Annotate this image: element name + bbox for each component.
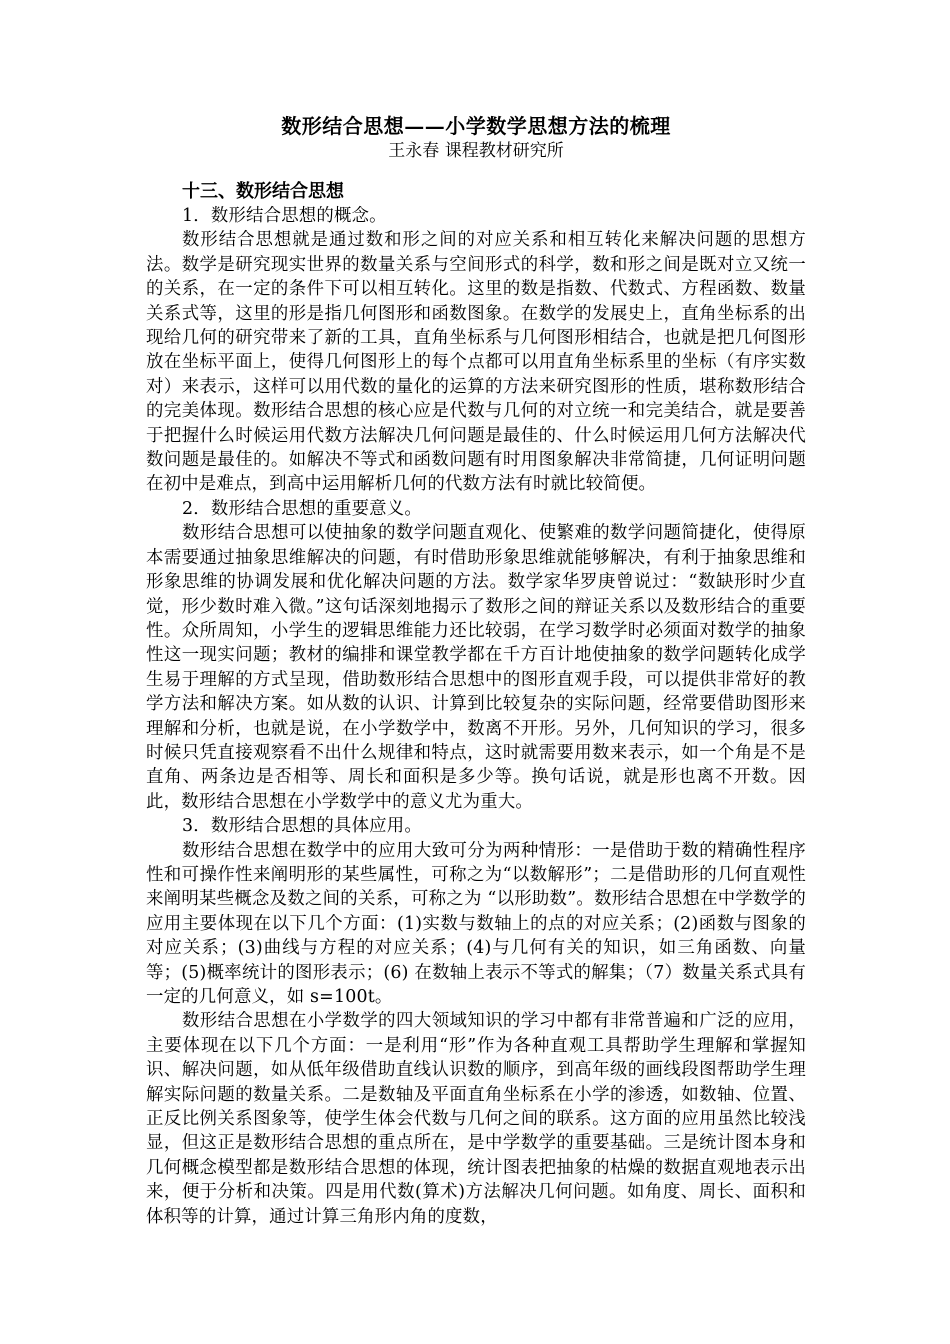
subheading-application: 3．数形结合思想的具体应用。 (182, 816, 422, 837)
document-body (146, 204, 806, 1229)
author-line: 王永春 课程教材研究所 (388, 141, 564, 161)
paragraph-significance: 数形结合思想可以使抽象的数学问题直观化、使繁难的数学问题简捷化，使得原本需要通过抽象思维解决的问题，有时借助形象思维就能够解决，有利于抽象思维和形象思维的协调发展和优化解决问题的方法。数学家华罗庚曾说过：“数缺形时少直觉，形少数时难入微。”这句话深刻地揭示了数形之间的辩证关系以及数形结合的重要性。众所周知，小学生的逻辑思维能力还比较弱，在学习数学时必须面对数学的抽象性这一现实问题；教材的编排和课堂教学都在千方百计地使抽象的数学问题转化成学生易于理解的方式呈现，借助数形结合思想中的图形直观手段，可以提供非常好的教学方法和解决方案。如从数的认识、计算到比较复杂的实际问题，经常要借助图形来理解和分析，也就是说，在小学数学中，数离不开形。另外，几何知识的学习，很多时候只凭直接观察看不出什么规律和特点，这时就需要用数来表示，如一个角是不是直角、两条边是否相等、周长和面积是多少等。换句话说，就是形也离不开数。因此，数形结合思想在小学数学中的意义尤为重大。 (146, 523, 806, 812)
section-heading: 十三、数形结合思想 (182, 181, 344, 202)
subheading-concept: 1．数形结合思想的概念。 (182, 206, 387, 226)
paragraph-concept: 数形结合思想就是通过数和形之间的对应关系和相互转化来解决问题的思想方法。数学是研究现实世界的数量关系与空间形式的科学，数和形之间是既对立又统一的关系，在一定的条件下可以相互转化。这里的数是指数、代数式、方程函数、数量关系式等，这里的形是指几何图形和函数图象。在数学的发展史上，直角坐标系的出现给几何的研究带来了新的工具，直角坐标系与几何图形相结合，也就是把几何图形放在坐标平面上，使得几何图形上的每个点都可以用直角坐标系里的坐标（有序实数对）来表示，这样可以用代数的量化的运算的方法来研究图形的性质，堪称数形结合的完美体现。数形结合思想的核心应是代数与几何的对立统一和完美结合，就是要善于把握什么时候运用代数方法解决几何问题是最佳的、什么时候运用几何方法解决代数问题是最佳的。如解决不等式和函数问题有时用图象解决非常简捷，几何证明问题在初中是难点，到高中运用解析几何的代数方法有时就比较简便。 (146, 230, 806, 495)
document-title: 数形结合思想——小学数学思想方法的梳理 (281, 114, 671, 138)
paragraph-application-middle-school: 数形结合思想在数学中的应用大致可分为两种情形：一是借助于数的精确性程序性和可操作性来阐明形的某些属性，可称之为“以数解形”；二是借助形的几何直观性来阐明某些概念及数之间的关系，可称之为 “以形助数”。数形结合思想在中学数学的应用主要体现在以下几个方面：(1)实数与数轴上的点的对应关系；(2)函数与图象的对应关系；(3)曲线与方程的对应关系；(4)与几何有关的知识，如三角函数、向量等；(5)概率统计的图形表示；(6) 在数轴上表示不等式的解集；（7）数量关系式具有一定的几何意义，如 s=100t。 (146, 840, 806, 1007)
paragraph-application-primary-school: 数形结合思想在小学数学的四大领域知识的学习中都有非常普遍和广泛的应用，主要体现在以下几个方面：一是利用“形”作为各种直观工具帮助学生理解和掌握知识、解决问题，如从低年级借助直线认识数的顺序，到高年级的画线段图帮助学生理解实际问题的数量关系。二是数轴及平面直角坐标系在小学的渗透，如数轴、位置、正反比例关系图象等，使学生体会代数与几何之间的联系。这方面的应用虽然比较浅显，但这正是数形结合思想的重点所在，是中学数学的重要基础。三是统计图本身和几何概念模型都是数形结合思想的体现，统计图表把抽象的枯燥的数据直观地表示出来，便于分析和决策。四是用代数(算术)方法解决几何问题。如角度、周长、面积和体积等的计算，通过计算三角形内角的度数， (146, 1011, 806, 1227)
subheading-significance: 2．数形结合思想的重要意义。 (182, 498, 422, 519)
